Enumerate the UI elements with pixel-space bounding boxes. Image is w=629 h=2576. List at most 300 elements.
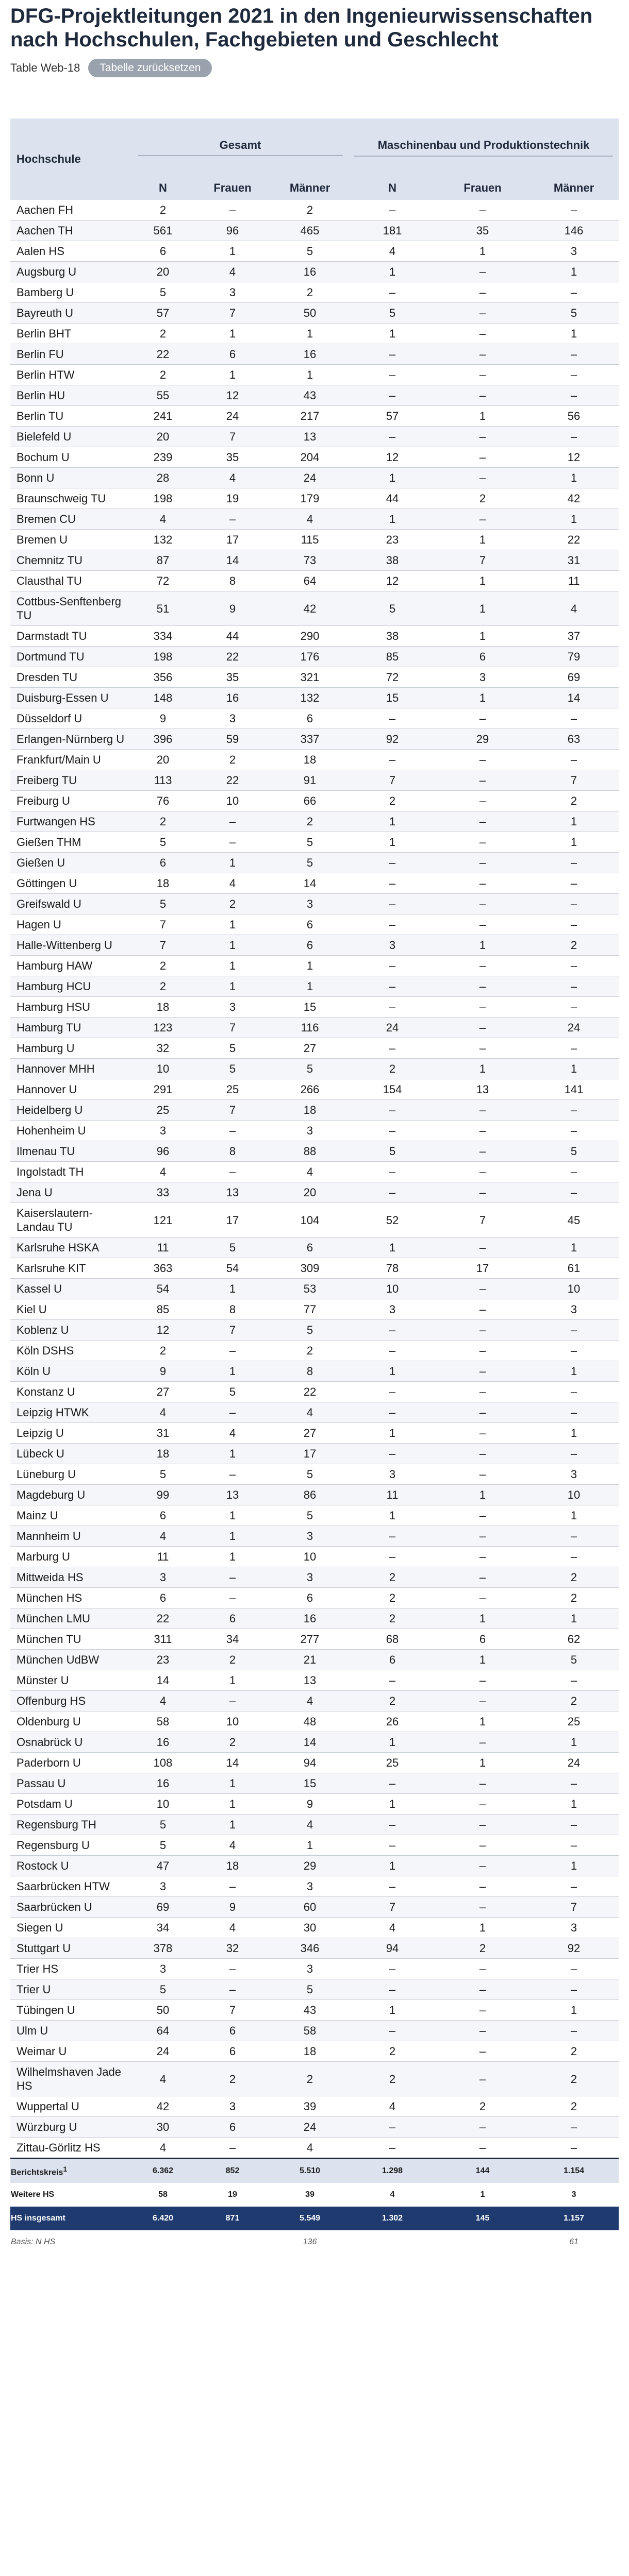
cell-value: 57 <box>132 303 194 324</box>
cell-value: 20 <box>132 427 194 447</box>
table-row <box>10 1794 619 1815</box>
cell-value: 11 <box>132 1547 194 1567</box>
cell-value: – <box>349 1162 436 1182</box>
cell-value: 26 <box>349 1711 436 1732</box>
table-row <box>10 1038 619 1059</box>
table-row <box>10 1670 619 1691</box>
table-row <box>10 873 619 894</box>
cell-value: 16 <box>132 1773 194 1794</box>
table-row <box>10 385 619 406</box>
summary-label: Weitere HS <box>10 2183 132 2207</box>
cell-value: 2 <box>194 894 271 914</box>
cell-value: – <box>436 1382 529 1402</box>
cell-value: 88 <box>271 1141 349 1162</box>
data-table <box>10 118 619 2254</box>
cell-value: – <box>529 914 619 935</box>
group-divider <box>354 156 613 157</box>
cell-hochschule: Ulm U <box>10 2021 132 2041</box>
table-row <box>10 1711 619 1732</box>
table-row <box>10 1588 619 1608</box>
cell-value: – <box>349 1402 436 1423</box>
cell-value: 6 <box>271 935 349 956</box>
cell-value: 7 <box>194 1018 271 1038</box>
table-row <box>10 2000 619 2021</box>
cell-value: – <box>349 427 436 447</box>
cell-value: – <box>436 2117 529 2138</box>
cell-value: – <box>436 509 529 530</box>
cell-value: – <box>194 200 271 221</box>
cell-value: 346 <box>271 1938 349 1959</box>
summary-cell: 58 <box>132 2183 194 2207</box>
table-row <box>10 1299 619 1320</box>
summary-cell: 1.154 <box>529 2159 619 2183</box>
cell-value: – <box>436 1588 529 1608</box>
cell-value: 2 <box>529 2062 619 2096</box>
cell-value: – <box>529 894 619 914</box>
cell-value: – <box>349 344 436 365</box>
table-row <box>10 1279 619 1299</box>
cell-value: 3 <box>271 894 349 914</box>
cell-value: – <box>436 1141 529 1162</box>
cell-value: 2 <box>529 1588 619 1608</box>
cell-value: 32 <box>194 1938 271 1959</box>
table-row <box>10 1959 619 1979</box>
cell-value: 8 <box>194 1141 271 1162</box>
cell-value: – <box>529 976 619 997</box>
cell-value: – <box>436 344 529 365</box>
cell-value: 465 <box>271 221 349 241</box>
cell-value: 1 <box>436 591 529 626</box>
cell-hochschule: Zittau-Görlitz HS <box>10 2138 132 2159</box>
cell-value: – <box>529 1182 619 1203</box>
cell-value: 7 <box>132 935 194 956</box>
cell-value: 2 <box>132 811 194 832</box>
group-header-maschinenbau <box>349 118 619 176</box>
cell-hochschule: Mannheim U <box>10 1526 132 1547</box>
cell-value: 4 <box>132 2138 194 2159</box>
cell-hochschule: Magdeburg U <box>10 1485 132 1505</box>
cell-value: 2 <box>132 324 194 344</box>
cell-hochschule: Tübingen U <box>10 2000 132 2021</box>
table-row <box>10 1856 619 1876</box>
cell-value: 290 <box>271 626 349 647</box>
reset-table-button[interactable]: Tabelle zurücksetzen <box>88 59 212 77</box>
cell-value: 2 <box>349 791 436 811</box>
cell-value: 16 <box>194 688 271 708</box>
cell-value: 5 <box>349 1141 436 1162</box>
cell-value: 4 <box>132 1526 194 1547</box>
cell-value: – <box>194 1959 271 1979</box>
cell-value: 2 <box>529 2096 619 2117</box>
cell-value: 10 <box>529 1485 619 1505</box>
cell-value: 10 <box>132 1794 194 1815</box>
cell-value: – <box>436 1162 529 1182</box>
cell-value: 22 <box>132 344 194 365</box>
cell-value: – <box>436 1238 529 1258</box>
cell-value: 5 <box>271 1505 349 1526</box>
table-row <box>10 1815 619 1835</box>
cell-value: 1 <box>349 811 436 832</box>
table-row <box>10 1485 619 1505</box>
cell-value: – <box>436 873 529 894</box>
cell-value: 14 <box>529 688 619 708</box>
cell-value: 7 <box>529 770 619 791</box>
cell-value: 4 <box>132 509 194 530</box>
table-row <box>10 770 619 791</box>
cell-value: – <box>349 1526 436 1547</box>
cell-value: – <box>436 1897 529 1918</box>
cell-value: 132 <box>271 688 349 708</box>
group-header-gesamt <box>132 118 349 176</box>
cell-value: – <box>436 976 529 997</box>
column-header-maschinenbau-frauen[interactable]: Frauen <box>436 176 529 200</box>
cell-value: 3 <box>194 708 271 729</box>
cell-hochschule: Hohenheim U <box>10 1121 132 1141</box>
cell-value: 4 <box>529 591 619 626</box>
table-row <box>10 550 619 571</box>
column-header-hochschule[interactable]: Hochschule <box>10 118 132 200</box>
cell-value: 113 <box>132 770 194 791</box>
cell-value: 51 <box>132 591 194 626</box>
cell-value: – <box>194 1876 271 1897</box>
cell-hochschule: Kiel U <box>10 1299 132 1320</box>
cell-value: 12 <box>529 447 619 468</box>
cell-value: 35 <box>194 447 271 468</box>
cell-value: 7 <box>349 770 436 791</box>
summary-cell <box>132 2230 194 2254</box>
cell-value: 5 <box>194 1238 271 1258</box>
cell-value: – <box>349 1835 436 1856</box>
cell-value: – <box>529 1402 619 1423</box>
cell-hochschule: Gießen U <box>10 853 132 873</box>
cell-value: 18 <box>271 1100 349 1121</box>
cell-value: 22 <box>194 647 271 667</box>
cell-value: 32 <box>132 1038 194 1059</box>
table-row <box>10 1897 619 1918</box>
table-row <box>10 1773 619 1794</box>
cell-value: 1 <box>529 832 619 853</box>
cell-hochschule: Freiberg TU <box>10 770 132 791</box>
table-id: Table Web-18 <box>10 61 80 74</box>
cell-value: 1 <box>436 688 529 708</box>
cell-value: 1 <box>271 365 349 385</box>
cell-value: – <box>529 1547 619 1567</box>
cell-value: 2 <box>529 2041 619 2062</box>
summary-cell: 4 <box>349 2183 436 2207</box>
cell-value: 48 <box>271 1711 349 1732</box>
cell-hochschule: Dortmund TU <box>10 647 132 667</box>
cell-value: – <box>436 2138 529 2159</box>
table-row <box>10 1567 619 1588</box>
table-row <box>10 1979 619 2000</box>
cell-value: 3 <box>349 1464 436 1485</box>
cell-value: 1 <box>194 935 271 956</box>
cell-value: – <box>529 1670 619 1691</box>
cell-value: 1 <box>194 1444 271 1464</box>
cell-value: 5 <box>132 1979 194 2000</box>
cell-hochschule: Freiburg U <box>10 791 132 811</box>
cell-hochschule: Lübeck U <box>10 1444 132 1464</box>
cell-value: – <box>194 811 271 832</box>
cell-hochschule: Würzburg U <box>10 2117 132 2138</box>
summary-cell <box>436 2230 529 2254</box>
cell-value: 13 <box>271 427 349 447</box>
cell-value: 6 <box>436 647 529 667</box>
cell-value: 2 <box>349 1567 436 1588</box>
cell-hochschule: Oldenburg U <box>10 1711 132 1732</box>
cell-value: 1 <box>194 956 271 976</box>
cell-value: 6 <box>271 708 349 729</box>
column-header-maschinenbau-n[interactable]: N <box>349 176 436 200</box>
cell-hochschule: Aalen HS <box>10 241 132 262</box>
cell-value: – <box>349 1038 436 1059</box>
cell-value: – <box>194 1588 271 1608</box>
table-row <box>10 1361 619 1382</box>
cell-value: 1 <box>349 1238 436 1258</box>
cell-value: 3 <box>132 1567 194 1588</box>
cell-value: 5 <box>132 1464 194 1485</box>
cell-value: 1 <box>529 262 619 282</box>
cell-value: – <box>529 1526 619 1547</box>
cell-value: 2 <box>529 935 619 956</box>
cell-value: 1 <box>349 1732 436 1753</box>
cell-value: 13 <box>436 1079 529 1100</box>
cell-value: 66 <box>271 791 349 811</box>
cell-value: 14 <box>271 1732 349 1753</box>
cell-value: 3 <box>271 1526 349 1547</box>
table-row <box>10 1505 619 1526</box>
cell-value: 21 <box>271 1650 349 1670</box>
cell-value: 1 <box>194 365 271 385</box>
table-row <box>10 324 619 344</box>
cell-value: 24 <box>132 2041 194 2062</box>
column-header-maschinenbau-maenner[interactable]: Männer <box>529 176 619 200</box>
cell-hochschule: München LMU <box>10 1608 132 1629</box>
cell-value: 2 <box>194 2062 271 2096</box>
table-row <box>10 591 619 626</box>
cell-value: – <box>436 1018 529 1038</box>
cell-value: 52 <box>349 1203 436 1238</box>
cell-value: 1 <box>529 468 619 488</box>
cell-value: 44 <box>194 626 271 647</box>
cell-hochschule: Offenburg HS <box>10 1691 132 1711</box>
column-header-gesamt-maenner[interactable]: Männer <box>271 176 349 200</box>
cell-value: 2 <box>349 2062 436 2096</box>
subbar <box>10 58 619 78</box>
cell-value: – <box>349 750 436 770</box>
summary-cell: 1.302 <box>349 2207 436 2230</box>
cell-hochschule: Paderborn U <box>10 1753 132 1773</box>
cell-value: 1 <box>436 935 529 956</box>
cell-value: 3 <box>271 1959 349 1979</box>
cell-hochschule: Passau U <box>10 1773 132 1794</box>
cell-value: 5 <box>194 1382 271 1402</box>
cell-value: 28 <box>132 468 194 488</box>
cell-hochschule: Wuppertal U <box>10 2096 132 2117</box>
cell-value: – <box>349 976 436 997</box>
cell-value: – <box>529 1382 619 1402</box>
cell-value: – <box>349 894 436 914</box>
cell-value: 69 <box>529 667 619 688</box>
cell-value: 8 <box>194 1299 271 1320</box>
cell-value: 38 <box>349 550 436 571</box>
cell-value: 2 <box>271 811 349 832</box>
cell-value: 5 <box>271 1059 349 1079</box>
cell-hochschule: Hamburg U <box>10 1038 132 1059</box>
cell-value: – <box>436 770 529 791</box>
cell-hochschule: Osnabrück U <box>10 1732 132 1753</box>
cell-value: 7 <box>194 2000 271 2021</box>
cell-value: 121 <box>132 1203 194 1238</box>
cell-value: 91 <box>271 770 349 791</box>
cell-value: 19 <box>194 488 271 509</box>
cell-value: 123 <box>132 1018 194 1038</box>
table-row <box>10 200 619 221</box>
cell-value: – <box>529 427 619 447</box>
summary-cell: 144 <box>436 2159 529 2183</box>
cell-value: 1 <box>271 324 349 344</box>
cell-hochschule: Kaiserslautern-Landau TU <box>10 1203 132 1238</box>
cell-hochschule: Rostock U <box>10 1856 132 1876</box>
table-row <box>10 626 619 647</box>
cell-value: – <box>436 1856 529 1876</box>
column-header-gesamt-n[interactable]: N <box>132 176 194 200</box>
cell-value: 2 <box>529 1691 619 1711</box>
cell-value: 11 <box>132 1238 194 1258</box>
cell-value: 5 <box>271 241 349 262</box>
cell-value: – <box>349 853 436 873</box>
cell-value: 7 <box>194 1320 271 1341</box>
cell-value: – <box>529 1162 619 1182</box>
cell-value: – <box>436 1691 529 1711</box>
table-row <box>10 488 619 509</box>
cell-value: 1 <box>194 1794 271 1815</box>
cell-value: – <box>349 1382 436 1402</box>
cell-value: 561 <box>132 221 194 241</box>
cell-value: – <box>349 1773 436 1794</box>
footnote-marker: 1 <box>63 2164 68 2173</box>
cell-value: – <box>529 1038 619 1059</box>
cell-value: – <box>349 956 436 976</box>
column-header-gesamt-frauen[interactable]: Frauen <box>194 176 271 200</box>
cell-value: – <box>436 1038 529 1059</box>
cell-value: – <box>349 1876 436 1897</box>
cell-value: 1 <box>271 1835 349 1856</box>
cell-value: – <box>194 1464 271 1485</box>
table-row <box>10 1835 619 1856</box>
cell-value: 1 <box>436 530 529 550</box>
cell-value: – <box>529 2117 619 2138</box>
cell-hochschule: Köln U <box>10 1361 132 1382</box>
cell-value: 94 <box>349 1938 436 1959</box>
cell-hochschule: Hagen U <box>10 914 132 935</box>
cell-value: 87 <box>132 550 194 571</box>
cell-hochschule: Stuttgart U <box>10 1938 132 1959</box>
cell-value: – <box>436 1361 529 1382</box>
cell-hochschule: Duisburg-Essen U <box>10 688 132 708</box>
cell-value: 72 <box>349 667 436 688</box>
cell-value: 1 <box>349 1794 436 1815</box>
summary-cell: 61 <box>529 2230 619 2254</box>
cell-hochschule: Bonn U <box>10 468 132 488</box>
cell-value: 69 <box>132 1897 194 1918</box>
cell-hochschule: Karlsruhe KIT <box>10 1258 132 1279</box>
cell-value: 334 <box>132 626 194 647</box>
cell-value: – <box>436 1341 529 1361</box>
cell-value: – <box>349 1547 436 1567</box>
cell-hochschule: Greifswald U <box>10 894 132 914</box>
cell-hochschule: Bremen CU <box>10 509 132 530</box>
cell-value: 1 <box>436 1650 529 1670</box>
summary-cell <box>349 2230 436 2254</box>
cell-value: – <box>436 324 529 344</box>
cell-value: 4 <box>349 241 436 262</box>
cell-value: – <box>349 1320 436 1341</box>
table-row <box>10 1732 619 1753</box>
cell-value: 2 <box>349 1691 436 1711</box>
cell-value: 2 <box>194 750 271 770</box>
cell-value: – <box>436 1979 529 2000</box>
cell-value: 309 <box>271 1258 349 1279</box>
cell-value: – <box>349 1959 436 1979</box>
cell-hochschule: Clausthal TU <box>10 571 132 591</box>
cell-value: 4 <box>194 262 271 282</box>
cell-value: 9 <box>132 1361 194 1382</box>
table-row <box>10 1444 619 1464</box>
cell-value: 18 <box>132 873 194 894</box>
cell-value: 64 <box>271 571 349 591</box>
cell-value: – <box>529 1835 619 1856</box>
summary-label: Basis: N HS <box>10 2230 132 2254</box>
cell-value: – <box>436 1773 529 1794</box>
cell-value: – <box>529 365 619 385</box>
cell-value: 1 <box>436 241 529 262</box>
table-row <box>10 1608 619 1629</box>
cell-value: – <box>349 2117 436 2138</box>
cell-value: – <box>436 1121 529 1141</box>
cell-value: 5 <box>271 1320 349 1341</box>
cell-value: 2 <box>436 1938 529 1959</box>
cell-value: – <box>529 2138 619 2159</box>
cell-value: 5 <box>271 832 349 853</box>
cell-value: 24 <box>271 468 349 488</box>
cell-hochschule: Augsburg U <box>10 262 132 282</box>
cell-value: – <box>349 1341 436 1361</box>
table-row <box>10 509 619 530</box>
cell-value: 2 <box>271 282 349 303</box>
cell-value: – <box>436 1670 529 1691</box>
cell-value: – <box>436 1959 529 1979</box>
cell-value: 3 <box>132 1959 194 1979</box>
cell-value: 10 <box>194 791 271 811</box>
summary-cell: 1.298 <box>349 2159 436 2183</box>
cell-hochschule: Ingolstadt TH <box>10 1162 132 1182</box>
cell-value: 1 <box>349 468 436 488</box>
cell-hochschule: Mainz U <box>10 1505 132 1526</box>
cell-value: – <box>349 282 436 303</box>
summary-label: HS insgesamt <box>10 2207 132 2230</box>
cell-value: 5 <box>132 282 194 303</box>
cell-value: – <box>436 1876 529 1897</box>
cell-value: – <box>529 750 619 770</box>
table-row <box>10 832 619 853</box>
cell-value: 14 <box>194 1753 271 1773</box>
cell-value: 29 <box>436 729 529 750</box>
table-row <box>10 1753 619 1773</box>
cell-value: – <box>529 1876 619 1897</box>
table-row <box>10 1650 619 1670</box>
cell-hochschule: Siegen U <box>10 1918 132 1938</box>
